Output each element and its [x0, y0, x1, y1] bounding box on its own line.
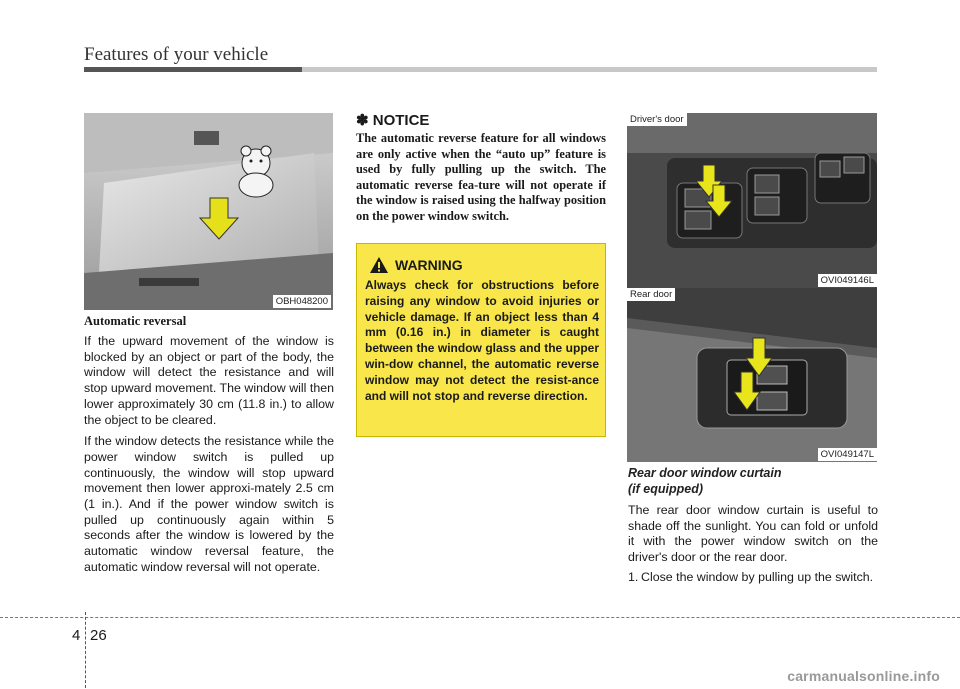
automatic-reversal-heading: Automatic reversal — [84, 314, 187, 328]
curtain-heading — [628, 466, 878, 497]
warning-triangle-icon — [369, 256, 389, 274]
warning-header — [369, 256, 463, 274]
paragraph: If the window detects the resistance while the power window switch is pulled up continuously, the window will stop upward movement then lower approxi-mately 2.5 cm (1 in.). And if the power window switch is pulled up continuously again within 5 seconds after the window is lowered by the automatic window reversal feature, the automatic window reversal will not operate. — [84, 434, 334, 574]
notice-title: ✽ NOTICE — [356, 112, 430, 129]
warning-text: Always check for obstructions before raising any window to avoid injuries or vehicle damage. If an object less than 4 mm (0.16 in.) in diameter is caught between the window glass and the upper win-dow channel, the automatic reverse window may not detect the resist-ance and will not stop and reverse direction. — [365, 278, 599, 403]
watermark: carmanualsonline.info — [787, 668, 940, 684]
chapter-number: 4 — [72, 627, 81, 644]
list-text: Close the window by pulling up the switch. — [641, 569, 874, 584]
list-item — [628, 570, 878, 586]
page-number: 26 — [90, 627, 107, 644]
left-column — [84, 314, 334, 582]
right-column-text — [628, 466, 878, 586]
paragraph: If the upward movement of the window is blocked by an object or part of the body, the window will detect the resistance and will stop upward movement. The window will then lower approximately 30 cm (11.8 in.) to allow the object to be cleared. — [84, 334, 334, 427]
list-number: 1. — [628, 569, 639, 584]
photo-label: Driver's door — [627, 113, 687, 126]
warning-box — [356, 243, 606, 437]
notice-text: The automatic reverse feature for all windows are only active when the “auto up” feature is used by fully pulling up the switch. The automatic reverse fea-ture will not operate if the window is raised using the halfway position on the power window switch. — [356, 131, 606, 223]
photo-label: Rear door — [627, 288, 675, 301]
photo-code: OBH048200 — [273, 295, 331, 308]
photo-code: OVI049146L — [818, 274, 877, 287]
page-header-title: Features of your vehicle — [84, 44, 269, 65]
notice-section — [356, 111, 606, 225]
rear-door-photo — [627, 288, 877, 462]
footer-divider — [85, 612, 86, 688]
curtain-heading-line1: Rear door window curtain — [628, 466, 782, 480]
paragraph: The rear door window curtain is useful to shade off the sunlight. You can fold or unfold it with the power window switch on the driver's door or the rear door. — [628, 503, 878, 565]
footer-rule — [0, 617, 960, 618]
curtain-heading-line2: (if equipped) — [628, 481, 703, 496]
photo-code: OVI049147L — [818, 448, 877, 461]
warning-title: WARNING — [395, 257, 463, 273]
drivers-door-photo — [627, 113, 877, 288]
header-rule — [84, 67, 877, 72]
window-reversal-photo — [84, 113, 333, 310]
